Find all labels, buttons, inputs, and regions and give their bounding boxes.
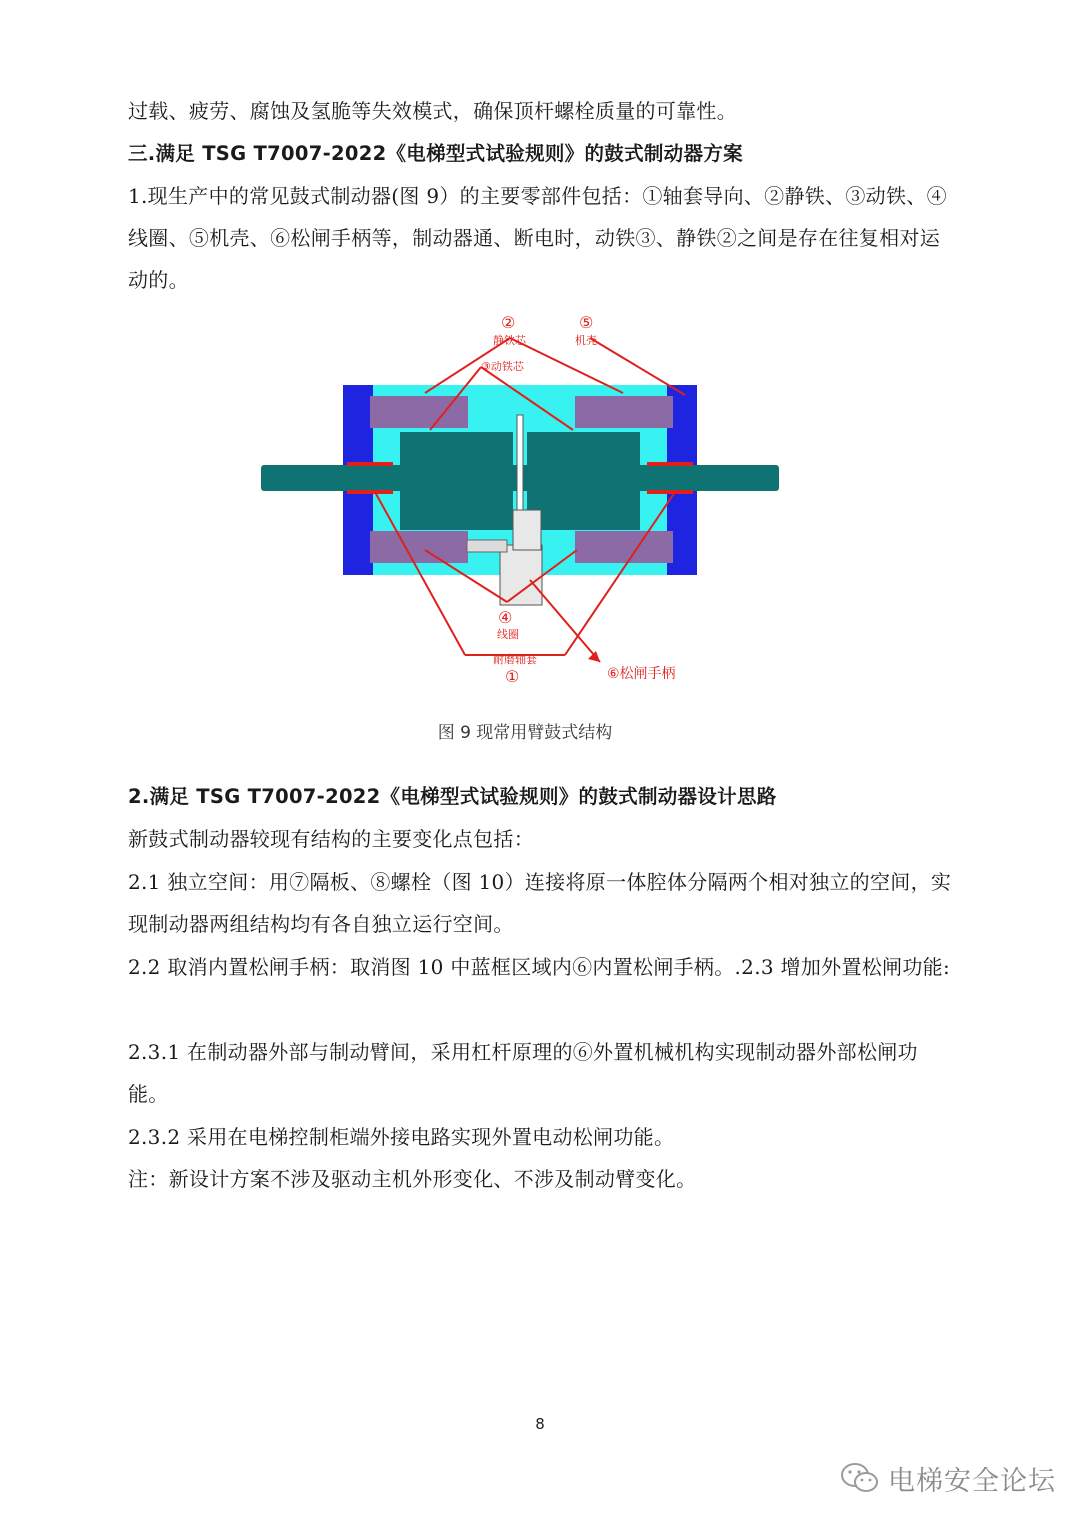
coil-top-right bbox=[575, 396, 673, 428]
label-release-handle: ⑥松闸手柄 bbox=[607, 666, 676, 682]
para-2-3-2: 2.3.2 采用在电梯控制柜端外接电路实现外置电动松闸功能。 bbox=[128, 1125, 675, 1149]
figure-9-drum-brake-diagram bbox=[255, 310, 785, 690]
moving-core-right bbox=[527, 432, 640, 530]
bushing-right bbox=[647, 462, 693, 466]
bushing-right-bottom bbox=[647, 490, 693, 494]
para-changes-intro: 新鼓式制动器较现有结构的主要变化点包括： bbox=[128, 827, 534, 851]
bolt bbox=[467, 540, 507, 552]
bushing-left-bottom bbox=[347, 490, 393, 494]
label-num4: ④ bbox=[498, 608, 513, 627]
coil-bottom-right bbox=[575, 531, 673, 563]
page-number: 8 bbox=[535, 1415, 545, 1433]
para-2-1: 2.1 独立空间：用⑦隔板、⑧螺栓（图 10）连接将原一体腔体分隔两个相对独立的空间，实现制动器两组结构均有各自独立运行空间。 bbox=[128, 870, 952, 936]
wechat-icon bbox=[840, 1461, 880, 1495]
label-moving-core: ③动铁芯 bbox=[481, 360, 524, 373]
label-num5: ⑤ bbox=[579, 313, 594, 332]
section-heading-2: 2.满足 TSG T7007-2022《电梯型式试验规则》的鼓式制动器设计思路 bbox=[128, 785, 777, 808]
watermark-text: 电梯安全论坛 bbox=[888, 1465, 1056, 1497]
label-num2: ② bbox=[501, 313, 516, 332]
bushing-left bbox=[347, 462, 393, 466]
moving-core-left bbox=[400, 432, 513, 530]
label-num1: ① bbox=[505, 667, 520, 686]
para-2-3-1: 2.3.1 在制动器外部与制动臂间，采用杠杆原理的⑥外置机械机构实现制动器外部松闸功能。 bbox=[128, 1040, 918, 1106]
label-housing: 机壳 bbox=[575, 334, 597, 347]
release-handle-block bbox=[500, 545, 542, 605]
release-handle-arrowhead bbox=[588, 651, 600, 662]
para-note: 注：新设计方案不涉及驱动主机外形变化、不涉及制动臂变化。 bbox=[128, 1167, 697, 1191]
section-heading-3: 三.满足 TSG T7007-2022《电梯型式试验规则》的鼓式制动器方案 bbox=[128, 142, 743, 165]
para-failure-modes: 过载、疲劳、腐蚀及氢脆等失效模式，确保顶杆螺栓质量的可靠性。 bbox=[128, 99, 737, 123]
label-bushing: 耐磨轴套 bbox=[493, 653, 537, 666]
release-handle-head bbox=[513, 510, 541, 550]
para-components: 1.现生产中的常见鼓式制动器(图 9）的主要零部件包括：①轴套导向、②静铁、③动铁、④线圈、⑤机壳、⑥松闸手柄等，制动器通、断电时，动铁③、静铁②之间是存在往复相对运动的。 bbox=[128, 184, 947, 292]
figure-caption: 图 9 现常用臂鼓式结构 bbox=[437, 723, 613, 743]
coil-bottom-left bbox=[370, 531, 468, 563]
watermark bbox=[840, 1456, 1056, 1500]
label-coil: 线圈 bbox=[497, 628, 519, 641]
para-2-2: 2.2 取消内置松闸手柄：取消图 10 中蓝框区域内⑥内置松闸手柄。.2.3 增加外置松闸功能: bbox=[128, 955, 950, 979]
label-static-core: 静铁芯 bbox=[493, 334, 526, 347]
